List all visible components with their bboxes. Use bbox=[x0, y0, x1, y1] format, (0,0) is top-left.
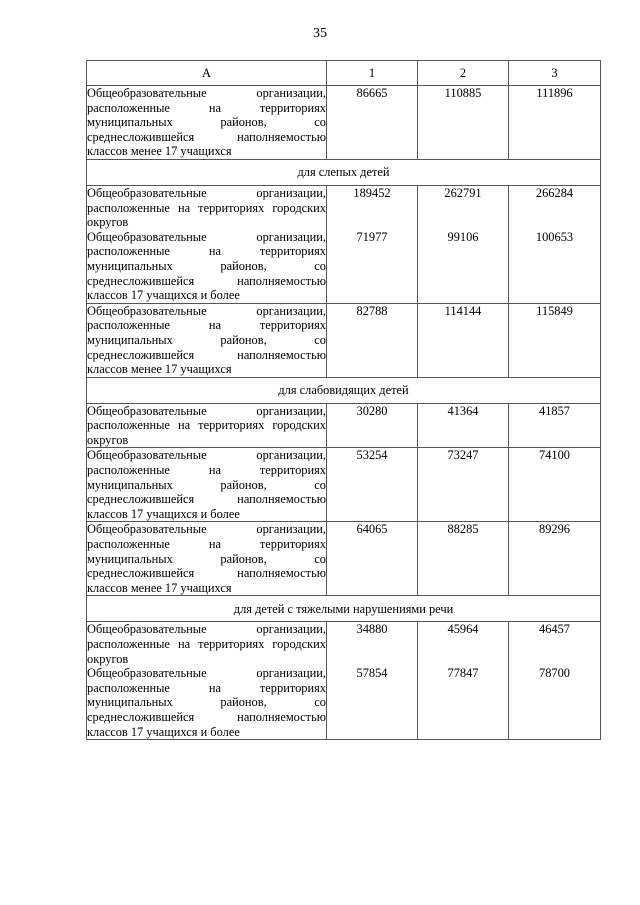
row-value-3: 78700 bbox=[509, 666, 601, 739]
row-value-1: 34880 bbox=[327, 622, 418, 666]
column-header-2: 2 bbox=[418, 61, 509, 86]
table-row bbox=[87, 522, 601, 596]
row-value-2: 73247 bbox=[418, 448, 509, 522]
row-value-1: 53254 bbox=[327, 448, 418, 522]
row-value-1: 57854 bbox=[327, 666, 418, 739]
row-value-1: 82788 bbox=[327, 303, 418, 377]
row-value-2: 110885 bbox=[418, 86, 509, 160]
row-description: Общеобразовательные организации, расположенные на территориях муниципальных районов, со среднесложившейся наполняемостью классов менее 17 учащихся bbox=[87, 303, 326, 377]
row-description: Общеобразовательные организации, расположенные на территориях муниципальных районов, со среднесложившейся наполняемостью классов 17 учащихся и более bbox=[87, 229, 326, 303]
section-row bbox=[87, 377, 601, 403]
row-value-3: 41857 bbox=[509, 403, 601, 448]
table-row bbox=[87, 666, 601, 739]
row-value-3: 46457 bbox=[509, 622, 601, 666]
section-row bbox=[87, 596, 601, 622]
row-value-2: 99106 bbox=[418, 230, 509, 303]
row-value-2: 262791 bbox=[418, 185, 509, 229]
table-row bbox=[87, 622, 601, 666]
section-label: для детей с тяжелыми нарушениями речи bbox=[87, 596, 601, 622]
data-table bbox=[86, 60, 601, 740]
column-header-1: 1 bbox=[327, 61, 418, 86]
table-row bbox=[87, 403, 601, 448]
row-value-3: 266284 bbox=[509, 185, 601, 229]
row-value-3: 115849 bbox=[509, 303, 601, 377]
section-row bbox=[87, 159, 601, 185]
table-row bbox=[87, 303, 601, 377]
row-description: Общеобразовательные организации, расположенные на территориях муниципальных районов, со среднесложившейся наполняемостью классов 17 учащихся и более bbox=[87, 448, 326, 521]
table-row bbox=[87, 448, 601, 522]
table-header-row bbox=[87, 61, 601, 86]
table-row bbox=[87, 230, 601, 303]
row-value-2: 88285 bbox=[418, 522, 509, 596]
row-value-3: 100653 bbox=[509, 230, 601, 303]
row-description: Общеобразовательные организации, расположенные на территориях муниципальных районов, со среднесложившейся наполняемостью классов менее 17 учащихся bbox=[87, 86, 326, 159]
row-description: Общеобразовательные организации, расположенные на территориях муниципальных районов, со среднесложившейся наполняемостью классов менее 17 учащихся bbox=[87, 522, 326, 595]
row-value-2: 77847 bbox=[418, 666, 509, 739]
column-header-a: А bbox=[87, 61, 327, 86]
row-description: Общеобразовательные организации, расположенные на территориях городских округов bbox=[87, 622, 326, 666]
section-label: для слепых детей bbox=[87, 159, 601, 185]
row-value-1: 64065 bbox=[327, 522, 418, 596]
row-value-3: 111896 bbox=[509, 86, 601, 160]
row-description: Общеобразовательные организации, расположенные на территориях муниципальных районов, со среднесложившейся наполняемостью классов 17 учащихся и более bbox=[87, 666, 326, 739]
row-value-2: 114144 bbox=[418, 303, 509, 377]
table-row bbox=[87, 86, 601, 160]
column-header-3: 3 bbox=[509, 61, 601, 86]
table-row bbox=[87, 185, 601, 229]
page-number: 35 bbox=[313, 26, 327, 41]
row-value-2: 45964 bbox=[418, 622, 509, 666]
row-value-1: 86665 bbox=[327, 86, 418, 160]
row-description: Общеобразовательные организации, расположенные на территориях городских округов bbox=[87, 185, 326, 230]
section-label: для слабовидящих детей bbox=[87, 377, 601, 403]
row-value-1: 189452 bbox=[327, 185, 418, 229]
row-value-1: 71977 bbox=[327, 230, 418, 303]
row-value-3: 89296 bbox=[509, 522, 601, 596]
row-description: Общеобразовательные организации, расположенные на территориях городских округов bbox=[87, 403, 326, 447]
row-value-2: 41364 bbox=[418, 403, 509, 448]
row-value-1: 30280 bbox=[327, 403, 418, 448]
row-value-3: 74100 bbox=[509, 448, 601, 522]
